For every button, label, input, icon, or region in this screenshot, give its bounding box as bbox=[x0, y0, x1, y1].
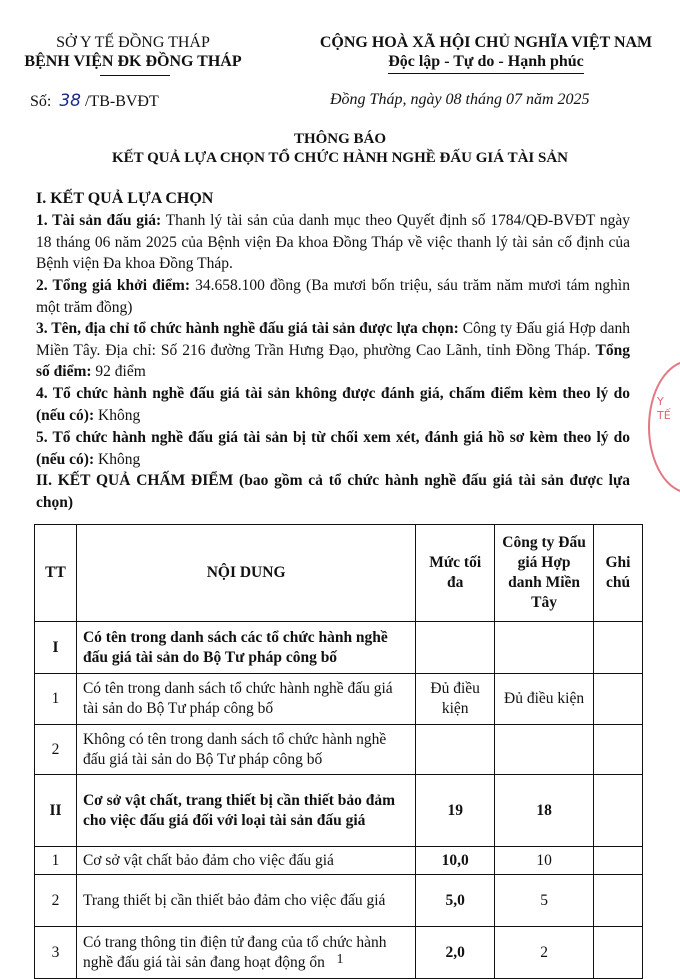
row-note bbox=[594, 725, 643, 775]
stamp-text: Y TẾ bbox=[657, 395, 671, 422]
number-suffix: /TB-BVĐT bbox=[84, 93, 159, 110]
row-tt: 2 bbox=[35, 725, 77, 775]
row-max bbox=[416, 622, 495, 674]
row-content: Cơ sở vật chất, trang thiết bị cần thiết bảo đảm cho việc đấu giá đối với loại tài sản đấu giá bbox=[76, 775, 415, 847]
row-score: 5 bbox=[495, 875, 594, 927]
row-tt: 3 bbox=[35, 927, 77, 979]
national-motto: Độc lập - Tự do - Hạnh phúc bbox=[388, 52, 584, 74]
number-prefix: Số: bbox=[30, 93, 52, 110]
row-tt: II bbox=[35, 775, 77, 847]
row-max: 5,0 bbox=[416, 875, 495, 927]
row-note bbox=[594, 622, 643, 674]
row-max: 10,0 bbox=[416, 847, 495, 875]
section-1-heading: I. KẾT QUẢ LỰA CHỌN bbox=[36, 190, 214, 207]
handwritten-number: 38 bbox=[59, 91, 81, 111]
document-number bbox=[30, 91, 159, 111]
row-score bbox=[495, 622, 594, 674]
issuer-underline bbox=[100, 75, 170, 76]
issuer-block bbox=[8, 33, 258, 71]
item-2 bbox=[36, 275, 630, 318]
table-row bbox=[35, 725, 643, 775]
doc-title: THÔNG BÁO bbox=[293, 131, 387, 147]
total-score-label: Tổng số điểm: bbox=[36, 341, 630, 380]
table-row bbox=[35, 622, 643, 674]
hospital-name: BỆNH VIỆN ĐK ĐỒNG THÁP bbox=[24, 53, 242, 70]
row-content: Có trang thông tin điện tử đang của tổ chức hành nghề đấu giá tài sản đang hoạt động ổn bbox=[76, 927, 415, 979]
col-header-company: Công ty Đấu giá Hợp danh Miền Tây bbox=[495, 525, 594, 622]
col-header-tt: TT bbox=[35, 525, 77, 622]
row-tt: I bbox=[35, 622, 77, 674]
row-score: 10 bbox=[495, 847, 594, 875]
row-score: 18 bbox=[495, 775, 594, 847]
row-content: Trang thiết bị cần thiết bảo đảm cho việc đấu giá bbox=[76, 875, 415, 927]
section-2-title: II. KẾT QUẢ CHẤM ĐIỂM bbox=[36, 472, 234, 489]
row-note bbox=[594, 775, 643, 847]
item-label: 4. Tổ chức hành nghề đấu giá tài sản không được đánh giá, chấm điểm kèm theo lý do (nếu có): bbox=[36, 385, 630, 424]
row-tt: 1 bbox=[35, 674, 77, 725]
item-text: Thanh lý tài sản của danh mục theo Quyết định số 1784/QĐ-BVĐT ngày 18 tháng 06 năm 2025 của Bệnh viện Đa khoa Đồng Tháp về việc thanh lý tài sản cố định của Bệnh viện Đa khoa Đồng Tháp. bbox=[36, 212, 630, 272]
item-label: 1. Tài sản đấu giá: bbox=[36, 212, 162, 229]
row-content: Có tên trong danh sách các tổ chức hành nghề đấu giá tài sản do Bộ Tư pháp công bố bbox=[76, 622, 415, 674]
item-text: Công ty Đấu giá Hợp danh Miền Tây. Địa chỉ: Số 216 đường Trần Hưng Đạo, phường Cao Lãnh, tỉnh Đồng Tháp. bbox=[36, 320, 630, 359]
item-5 bbox=[36, 427, 630, 470]
col-header-content: NỘI DUNG bbox=[76, 525, 415, 622]
table-row bbox=[35, 674, 643, 725]
item-4 bbox=[36, 383, 630, 426]
table-row bbox=[35, 875, 643, 927]
page-number: 1 bbox=[336, 952, 344, 967]
item-label: 2. Tổng giá khởi điểm: bbox=[36, 277, 190, 294]
row-note bbox=[594, 875, 643, 927]
table-row bbox=[35, 847, 643, 875]
section-2-note: (bao gồm cả tổ chức hành nghề đấu giá tài sản được lựa chọn) bbox=[36, 472, 630, 511]
doc-subtitle: KẾT QUẢ LỰA CHỌN TỔ CHỨC HÀNH NGHỀ ĐẤU GIÁ TÀI SẢN bbox=[111, 150, 569, 166]
total-score-value: 92 điểm bbox=[91, 363, 146, 380]
item-label: 5. Tổ chức hành nghề đấu giá tài sản bị từ chối xem xét, đánh giá hồ sơ kèm theo lý do (nếu có): bbox=[36, 429, 630, 468]
official-stamp bbox=[648, 360, 680, 494]
row-note bbox=[594, 674, 643, 725]
item-text: 34.658.100 đồng (Ba mươi bốn triệu, sáu trăm năm mươi tám nghìn một trăm đồng) bbox=[36, 277, 630, 316]
item-1 bbox=[36, 210, 630, 275]
national-heading bbox=[292, 33, 680, 74]
row-tt: 1 bbox=[35, 847, 77, 875]
issue-date: Đồng Tháp, ngày 08 tháng 07 năm 2025 bbox=[330, 91, 590, 108]
item-label: 3. Tên, địa chỉ tổ chức hành nghề đấu giá tài sản được lựa chọn: bbox=[36, 320, 459, 337]
col-header-max: Mức tối đa bbox=[416, 525, 495, 622]
row-score bbox=[495, 725, 594, 775]
row-content: Cơ sở vật chất bảo đảm cho việc đấu giá bbox=[76, 847, 415, 875]
row-content: Không có tên trong danh sách tổ chức hành nghề đấu giá tài sản do Bộ Tư pháp công bố bbox=[76, 725, 415, 775]
section-2-heading bbox=[36, 470, 630, 513]
item-text: Không bbox=[94, 406, 141, 424]
row-max bbox=[416, 725, 495, 775]
row-max: 19 bbox=[416, 775, 495, 847]
item-3 bbox=[36, 318, 630, 383]
row-score: 2 bbox=[495, 927, 594, 979]
country-name: CỘNG HOÀ XÃ HỘI CHỦ NGHĨA VIỆT NAM bbox=[319, 34, 653, 51]
row-tt: 2 bbox=[35, 875, 77, 927]
item-text: Không bbox=[94, 450, 141, 468]
table-header-row bbox=[35, 525, 643, 622]
row-note bbox=[594, 847, 643, 875]
row-max: 2,0 bbox=[416, 927, 495, 979]
col-header-note: Ghi chú bbox=[594, 525, 643, 622]
row-content: Có tên trong danh sách tổ chức hành nghề đấu giá tài sản do Bộ Tư pháp công bố bbox=[76, 674, 415, 725]
row-max: Đủ điều kiện bbox=[416, 674, 495, 725]
row-score: Đủ điều kiện bbox=[495, 674, 594, 725]
department-name: SỞ Y TẾ ĐỒNG THÁP bbox=[56, 34, 210, 51]
table-row bbox=[35, 775, 643, 847]
score-table bbox=[34, 524, 643, 979]
